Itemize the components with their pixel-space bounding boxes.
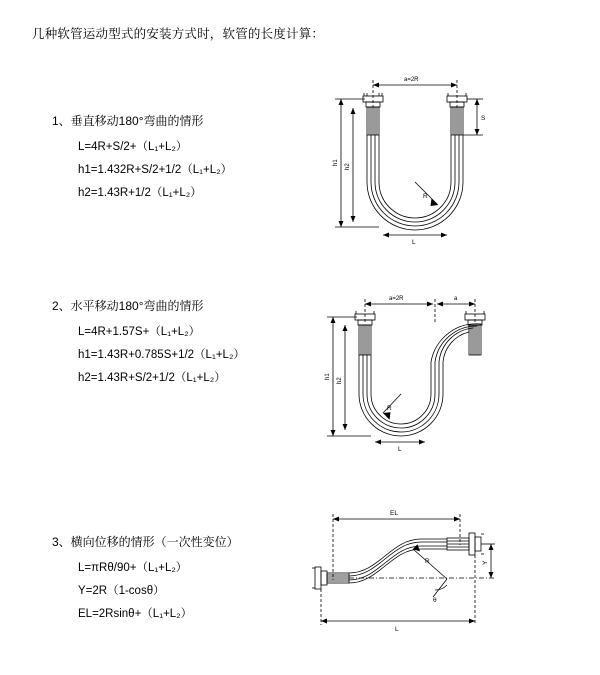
section-1-title: 1、垂直移动180°弯曲的情形 (52, 114, 204, 128)
svg-text:R: R (387, 405, 392, 412)
svg-text:R: R (425, 558, 430, 565)
svg-text:h2: h2 (345, 163, 351, 170)
svg-text:h1: h1 (325, 373, 331, 380)
svg-text:S: S (481, 115, 486, 122)
section-2-formula-1: L=4R+1.57S+（L₁+L₂） (78, 326, 201, 338)
svg-text:Y: Y (482, 560, 489, 565)
svg-text:R: R (423, 193, 428, 200)
section-1-formula-1: L=4R+S/2+（L₁+L₂） (78, 141, 188, 153)
figure-lateral-offset (295, 505, 505, 645)
figure-1-drawing (305, 62, 505, 262)
section-1-formula-2: h1=1.432R+S/2+1/2（L₁+L₂） (78, 164, 233, 176)
svg-text:L: L (395, 626, 399, 633)
section-2-title: 2、水平移动180°弯曲的情形 (52, 299, 204, 313)
page-title: 几种软管运动型式的安装方式时，软管的长度计算： (32, 27, 325, 41)
section-1 (52, 112, 232, 207)
figure-vertical-180-bend (305, 62, 505, 262)
svg-text:a=2R: a=2R (404, 77, 419, 83)
section-3-title: 3、横向位移的情形（一次性变位） (52, 535, 239, 549)
section-3-formula-3: EL=2Rsinθ+（L₁+L₂） (78, 608, 193, 620)
figure-3-drawing (295, 505, 505, 645)
svg-text:h2: h2 (337, 377, 343, 384)
section-3-formula-2: Y=2R（1-cosθ） (78, 585, 165, 597)
section-2-formula-3: h2=1.43R+S/2+1/2（L₁+L₂） (78, 372, 226, 384)
section-3-formula-1: L=πRθ/90+（L₁+L₂） (78, 562, 188, 574)
svg-text:θ: θ (433, 597, 437, 604)
section-2 (52, 297, 245, 392)
figure-2-drawing (305, 282, 505, 472)
svg-text:a=2R: a=2R (389, 296, 404, 302)
svg-text:EL: EL (390, 510, 398, 517)
svg-text:L: L (412, 239, 416, 246)
svg-text:h1: h1 (333, 159, 339, 166)
figure-horizontal-180-bend (305, 282, 505, 472)
section-3 (52, 533, 239, 628)
section-2-formula-2: h1=1.43R+0.785S+1/2（L₁+L₂） (78, 349, 245, 361)
svg-text:a: a (454, 296, 458, 302)
section-1-formula-3: h2=1.43R+1/2（L₁+L₂） (78, 187, 202, 199)
svg-text:L: L (398, 446, 402, 453)
